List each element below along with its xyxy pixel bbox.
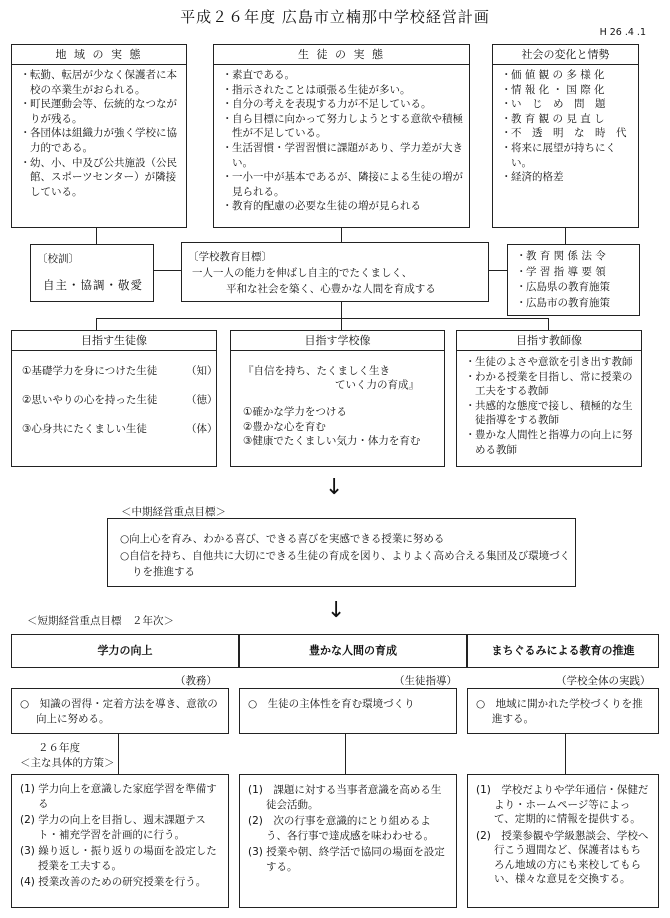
goal-label: 〔学校教育目標〕 xyxy=(188,251,272,263)
list-item: ・ 町民運動会等、伝統的なつながりが残る。 xyxy=(20,97,180,126)
list-item: ・ 生徒のよさや意欲を引き出す教師 xyxy=(465,355,635,370)
region-box xyxy=(11,44,187,228)
column-tag: （教務） xyxy=(175,675,217,687)
list-item: ・ 将来に展望が持ちにくい。 xyxy=(501,141,632,170)
connector-line xyxy=(154,270,181,271)
column-goal-text: ○ 生徒の主体性を育む環境づくり xyxy=(248,698,415,710)
goal-line1: 一人一人の能力を伸ばし自主的でたくましく、 xyxy=(192,267,413,279)
list-item: ・ 幼、小、中及び公共施設（公民館、スポーツセンター）が隣接している。 xyxy=(20,156,180,200)
measure-item: (2) 次の行事を意識的にとり組めるよう、各行事で達成感を味わわせる。 xyxy=(248,815,434,842)
measure-item: (3) 繰り返し・振り返りの場面を設定した授業を工夫する。 xyxy=(20,845,217,872)
aim-school-header: 目指す学校像 xyxy=(231,331,444,351)
measures-box xyxy=(239,774,457,908)
aim-student-row: ③心身共にたくましい生徒 xyxy=(22,423,147,435)
list-item: ・ 広島市の教育施策 xyxy=(516,296,633,312)
list-item: ・ 素直である。 xyxy=(222,68,463,83)
list-item: ②豊かな心を育む xyxy=(243,420,326,433)
list-item: ・ 価 値 観 の 多 様 化 xyxy=(501,68,632,83)
column-tag: （生徒指導） xyxy=(394,675,457,687)
laws-list xyxy=(508,245,639,311)
aim-school-list xyxy=(243,405,420,449)
column-goal xyxy=(468,689,658,726)
aim-teacher-box xyxy=(456,330,642,467)
list-item: ・ 指示されたことは頑張る生徒が多い。 xyxy=(222,83,463,98)
connector-line xyxy=(489,270,507,271)
list-item: ・ い じ め 問 題 xyxy=(501,97,632,112)
motto-label: 〔校訓〕 xyxy=(37,253,79,265)
page-title: 平成２６年度 広島市立楠那中学校経営計画 xyxy=(180,8,490,26)
goal-line2: 平和な社会を築く、心豊かな人間を育成する xyxy=(226,283,436,295)
aim-school-quote2: ていく力の育成』 xyxy=(335,379,419,391)
connector-line xyxy=(565,734,566,774)
aim-school-quote1: 『自信を持ち、たくましく生き xyxy=(243,365,390,377)
down-arrow-icon: ↓ xyxy=(325,475,344,500)
connector-line xyxy=(341,302,342,330)
mid-term-box xyxy=(107,518,576,587)
column-header: まちぐるみによる教育の推進 xyxy=(491,644,635,657)
aim-student-tag: （知） xyxy=(186,365,218,377)
students-header: 生 徒 の 実 態 xyxy=(214,45,469,65)
short-term-label: ＜短期経営重点目標 ２年次＞ xyxy=(27,615,174,627)
down-arrow-icon: ↓ xyxy=(327,598,346,623)
students-box xyxy=(213,44,470,228)
list-item: ・ 教育的配慮の必要な生徒の増が見られる xyxy=(222,199,463,214)
list-item: ・ 教 育 観 の 見 直 し xyxy=(501,112,632,127)
measure-item: (2) 授業参観や学級懇談会、学校へ行こう週間など、保護者はもちろん地域の方にも来校してもらい、様々な意見を交換する。 xyxy=(476,829,649,885)
date-label: H 26 .4 .1 xyxy=(599,27,646,38)
measure-item: (4) 授業改善のための研究授業を行う。 xyxy=(20,876,207,888)
aim-student-row: ②思いやりの心を持った生徒 xyxy=(22,394,158,406)
goal-box xyxy=(181,242,489,302)
column-goal xyxy=(12,689,228,726)
society-box xyxy=(492,44,639,228)
list-item: ・ 自ら目標に向かって努力しようとする意欲や積極性が不足している。 xyxy=(222,112,463,141)
list-item: ・ 各団体は組織力が強く学校に協力的である。 xyxy=(20,126,180,155)
mid-term-label: ＜中期経営重点目標＞ xyxy=(121,506,226,518)
column-tag: （学校全体の実践） xyxy=(556,675,651,687)
aim-student-row: ①基礎学力を身につけた生徒 xyxy=(22,365,158,377)
column-goal xyxy=(240,689,456,712)
aim-student-box xyxy=(11,330,217,467)
measure-item: (1) 学力向上を意識した家庭学習を準備する xyxy=(20,783,217,810)
mid-term-item: ○向上心を育み、わかる喜び、できる喜びを実感できる授業に努める xyxy=(120,533,445,545)
column-header: 豊かな人間の育成 xyxy=(309,644,397,657)
column-goal-box xyxy=(239,688,457,734)
society-list xyxy=(493,65,638,185)
aim-school-box xyxy=(230,330,445,467)
connector-line xyxy=(96,318,97,330)
column-header-box xyxy=(11,634,239,668)
aim-student-tag: （徳） xyxy=(186,394,218,406)
region-list xyxy=(12,65,186,199)
list-item: ・ 自分の考えを表現する力が不足している。 xyxy=(222,97,463,112)
column-goal-box xyxy=(467,688,659,734)
measure-item: (1) 学校だよりや学年通信・保健だより・ホームページ等によって、定期的に情報を提供する。 xyxy=(476,784,649,825)
list-item: ・ 不 透 明 な 時 代 xyxy=(501,126,632,141)
column-header-box xyxy=(467,634,659,668)
column-header: 学力の向上 xyxy=(97,644,153,657)
connector-line xyxy=(96,228,97,244)
connector-line xyxy=(341,228,342,242)
list-item: ・ 情 報 化 ・ 国 際 化 xyxy=(501,83,632,98)
list-item: ①確かな学力をつける xyxy=(243,406,347,418)
measures-box xyxy=(11,774,229,908)
students-list xyxy=(214,65,469,214)
year-label: ２６年度 xyxy=(38,742,80,754)
list-item: ・ 教 育 関 係 法 令 xyxy=(516,249,633,265)
aim-student-header: 目指す生徒像 xyxy=(12,331,216,351)
list-item: ・ 共感的な態度で接し、積極的な生徒指導をする教師 xyxy=(465,399,635,428)
connector-line xyxy=(96,318,548,319)
list-item: ・ 学 習 指 導 要 領 xyxy=(516,265,633,281)
column-header-box xyxy=(239,634,467,668)
column-goal-text: ○ 地域に開かれた学校づくりを推進する。 xyxy=(476,698,643,725)
connector-line xyxy=(565,228,566,244)
connector-line xyxy=(118,734,119,774)
list-item: ・ 一小一中が基本であるが、隣接による生徒の増が見られる。 xyxy=(222,170,463,199)
society-header: 社会の変化と情勢 xyxy=(493,45,638,65)
list-item: ・ 広島県の教育施策 xyxy=(516,280,633,296)
list-item: ・ わかる授業を目指し、常に授業の工夫をする教師 xyxy=(465,370,635,399)
list-item: ・ 豊かな人間性と指導力の向上に努める教師 xyxy=(465,428,635,457)
connector-line xyxy=(345,734,346,774)
list-item: ・ 経済的格差 xyxy=(501,170,632,185)
list-item: ・ 転勤、転居が少なく保護者に本校の卒業生がおられる。 xyxy=(20,68,180,97)
measure-item: (3) 授業や朝、終学活で協同の場面を設定する。 xyxy=(248,846,445,873)
aim-teacher-list xyxy=(457,351,641,457)
aim-student-tag: （体） xyxy=(186,423,218,435)
measures-box xyxy=(467,774,659,908)
column-goal-text: ○ 知識の習得・定着方法を導き、意欲の向上に努める。 xyxy=(20,698,218,725)
measure-item: (1) 課題に対する当事者意識を高める生徒会活動。 xyxy=(248,784,442,811)
mid-term-item: ○自信を持ち、自他共に大切にできる生徒の育成を図り、よりよく高め合える集団及び環境づくりを推進する xyxy=(120,550,571,578)
motto-box xyxy=(30,244,154,302)
region-header: 地 域 の 実 態 xyxy=(12,45,186,65)
plan-label: ＜主な具体的方策＞ xyxy=(20,757,115,769)
list-item: ・ 生活習慣・学習習慣に課題があり、学力差が大きい。 xyxy=(222,141,463,170)
laws-box xyxy=(507,244,640,316)
motto-text: 自主・協調・敬愛 xyxy=(43,278,143,292)
column-goal-box xyxy=(11,688,229,734)
aim-teacher-header: 目指す教師像 xyxy=(457,331,641,351)
measure-item: (2) 学力の向上を目指し、週末課題テスト・補充学習を計画的に行う。 xyxy=(20,814,206,841)
connector-line xyxy=(548,318,549,330)
list-item: ③健康でたくましい気力・体力を育む xyxy=(243,435,421,448)
